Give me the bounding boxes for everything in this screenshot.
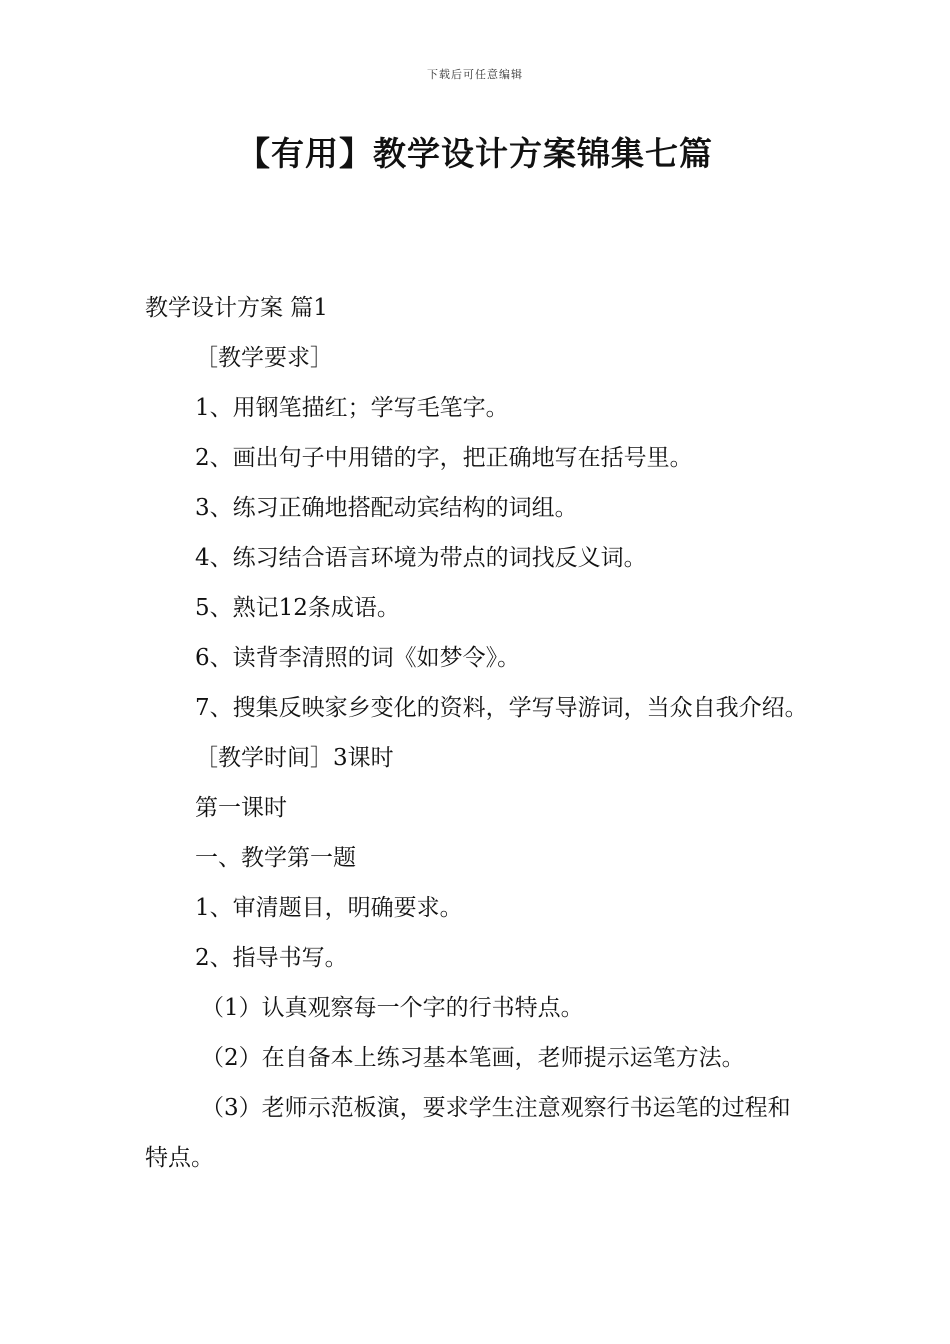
lesson-heading: 第一课时: [195, 795, 287, 821]
requirement-item: 1、用钢笔描红；学写毛笔字。: [195, 395, 509, 421]
time-label: ［教学时间］3课时: [195, 745, 394, 771]
requirement-item: 4、练习结合语言环境为带点的词找反义词。: [195, 545, 647, 571]
requirements-label: ［教学要求］: [195, 345, 333, 371]
step-item: 2、指导书写。: [195, 945, 348, 971]
part-heading: 一、教学第一题: [195, 845, 356, 871]
requirement-item: 3、练习正确地搭配动宾结构的词组。: [195, 495, 578, 521]
document-title: 【有用】教学设计方案锦集七篇: [237, 134, 713, 173]
step-item: 1、审清题目，明确要求。: [195, 895, 463, 921]
sub-step-item: （3）老师示范板演，要求学生注意观察行书运笔的过程和特点。: [145, 1095, 791, 1171]
section-heading: 教学设计方案 篇1: [145, 295, 328, 321]
requirement-item: 2、画出句子中用错的字，把正确地写在括号里。: [195, 445, 693, 471]
document-body: [145, 283, 810, 1183]
requirement-item: 7、搜集反映家乡变化的资料，学写导游词，当众自我介绍。: [195, 695, 808, 721]
header-note: 下载后可任意编辑: [427, 68, 523, 81]
sub-step-item: （2）在自备本上练习基本笔画，老师提示运笔方法。: [201, 1045, 745, 1071]
requirement-item: 5、熟记12条成语。: [195, 595, 400, 621]
requirement-item: 6、读背李清照的词《如梦令》。: [195, 645, 521, 671]
sub-step-item: （1）认真观察每一个字的行书特点。: [201, 995, 584, 1021]
